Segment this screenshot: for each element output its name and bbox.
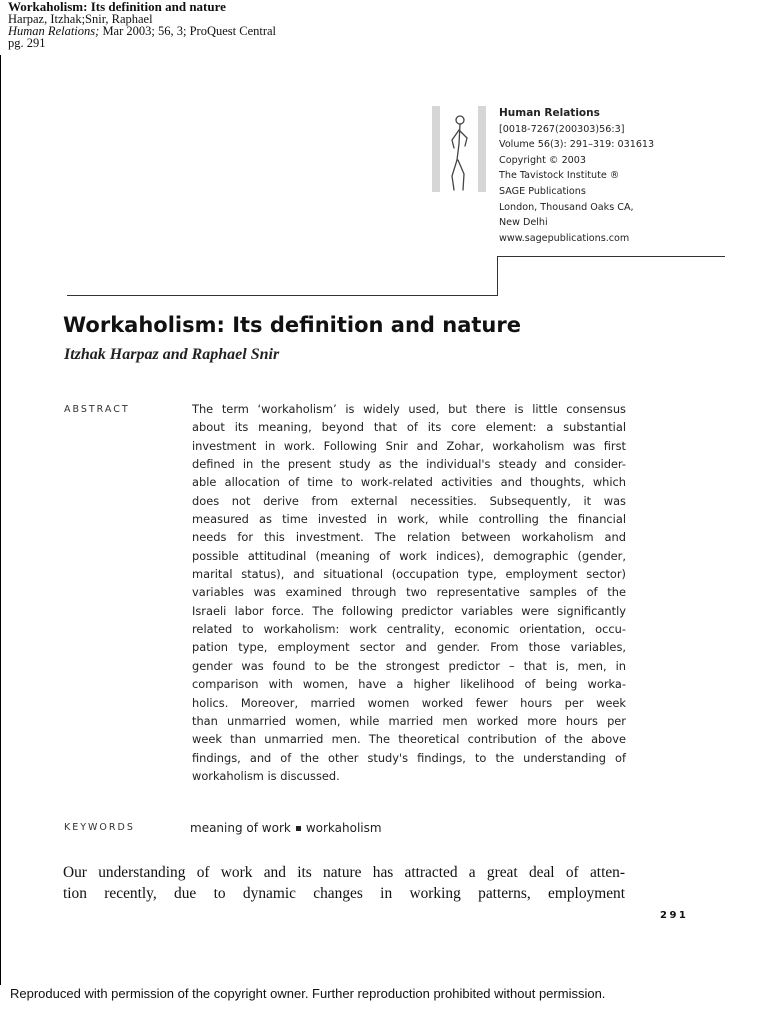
abstract-line: Israeli labor force. The following predictor variables were significantly [192, 603, 626, 618]
body-paragraph [63, 862, 625, 904]
abstract-line: possible attitudinal (meaning of work indices), demographic (gender, [192, 548, 626, 563]
citation-pages: pg. 291 [8, 36, 46, 50]
journal-issn: [0018-7267(200303)56:3] [499, 123, 625, 135]
header-rule-right [497, 256, 725, 257]
citation-title: Workaholism: Its definition and nature [8, 0, 226, 14]
journal-locations-cont: New Delhi [499, 217, 548, 229]
citation-authors: Harpaz, Itzhak;Snir, Raphael [8, 12, 153, 26]
keyword-item: meaning of work [190, 821, 291, 835]
abstract-label: ABSTRACT [64, 404, 130, 415]
citation-source [8, 25, 368, 37]
keywords-label: KEYWORDS [64, 822, 135, 833]
keyword-item: workaholism [305, 821, 382, 835]
citation-header [8, 1, 368, 49]
abstract-line: able allocation of time to work-related activities and thoughts, which [192, 475, 626, 490]
journal-info [499, 106, 729, 246]
copyright-footer: Reproduced with permission of the copyright owner. Further reproduction prohibited without permission. [10, 986, 606, 1001]
journal-title: Human Relations [499, 107, 600, 119]
page-number: 291 [660, 910, 689, 921]
abstract-line: defined in the present study as the individual's steady and consider- [192, 457, 626, 472]
body-line: tion recently, due to dynamic changes in working patterns, employment [63, 885, 625, 902]
journal-volume: Volume 56(3): 291–319: 031613 [499, 139, 655, 151]
abstract-text [192, 400, 626, 785]
abstract-line: measured as time invested in work, while controlling the financial [192, 512, 626, 527]
page-left-border [0, 55, 1, 985]
abstract-line: gender was found to be the strongest predictor – that is, men, in [192, 658, 626, 673]
abstract-line: marital status), and situational (occupation type, employment sector) [192, 567, 626, 582]
citation-journal-details: Mar 2003; 56, 3; ProQuest Central [99, 24, 277, 38]
citation-journal-name: Human Relations; [8, 24, 100, 38]
article-authors: Itzhak Harpaz and Raphael Snir [64, 346, 280, 363]
abstract-line: than unmarried women, while married men worked more hours per [192, 713, 626, 728]
journal-website: www.sagepublications.com [499, 232, 630, 244]
journal-publisher: SAGE Publications [499, 185, 586, 197]
abstract-line: holics. Moreover, married women worked fewer hours per week [192, 695, 626, 710]
abstract-line: findings, and of the other study's findings, to the understanding of [192, 750, 626, 765]
abstract-line: related to workaholism: work centrality, economic orientation, occu- [192, 622, 626, 637]
article-title: Workaholism: Its definition and nature [63, 313, 521, 337]
abstract-line: pation type, employment sector and gender. From those variables, [192, 640, 626, 655]
journal-logo-figure [430, 104, 488, 196]
header-rule-left [67, 295, 498, 296]
keyword-separator [296, 826, 301, 831]
keywords-list [190, 819, 490, 837]
abstract-line: investment in work. Following Snir and Zohar, workaholism was first [192, 438, 626, 453]
body-line: Our understanding of work and its nature has attracted a great deal of atten- [63, 864, 625, 881]
abstract-line: variables was examined through two representative samples of the [192, 585, 626, 600]
abstract-line: does not derive from external necessities. Subsequently, it was [192, 493, 626, 508]
abstract-line: The term ‘workaholism’ is widely used, but there is little consensus [192, 402, 626, 416]
abstract-line: about its meaning, beyond that of its core element: a substantial [192, 420, 626, 435]
header-rule-step [497, 256, 498, 296]
abstract-line: week than unmarried men. The theoretical contribution of the above [192, 732, 626, 747]
abstract-line: workaholism is discussed. [192, 768, 340, 783]
abstract-line: comparison with women, have a higher likelihood of being worka- [192, 677, 626, 692]
journal-copyright: Copyright © 2003 [499, 154, 586, 166]
abstract-line: needs for this investment. The relation between workaholism and [192, 530, 626, 545]
journal-institute: The Tavistock Institute ® [499, 170, 620, 182]
journal-locations: London, Thousand Oaks CA, [499, 201, 634, 213]
